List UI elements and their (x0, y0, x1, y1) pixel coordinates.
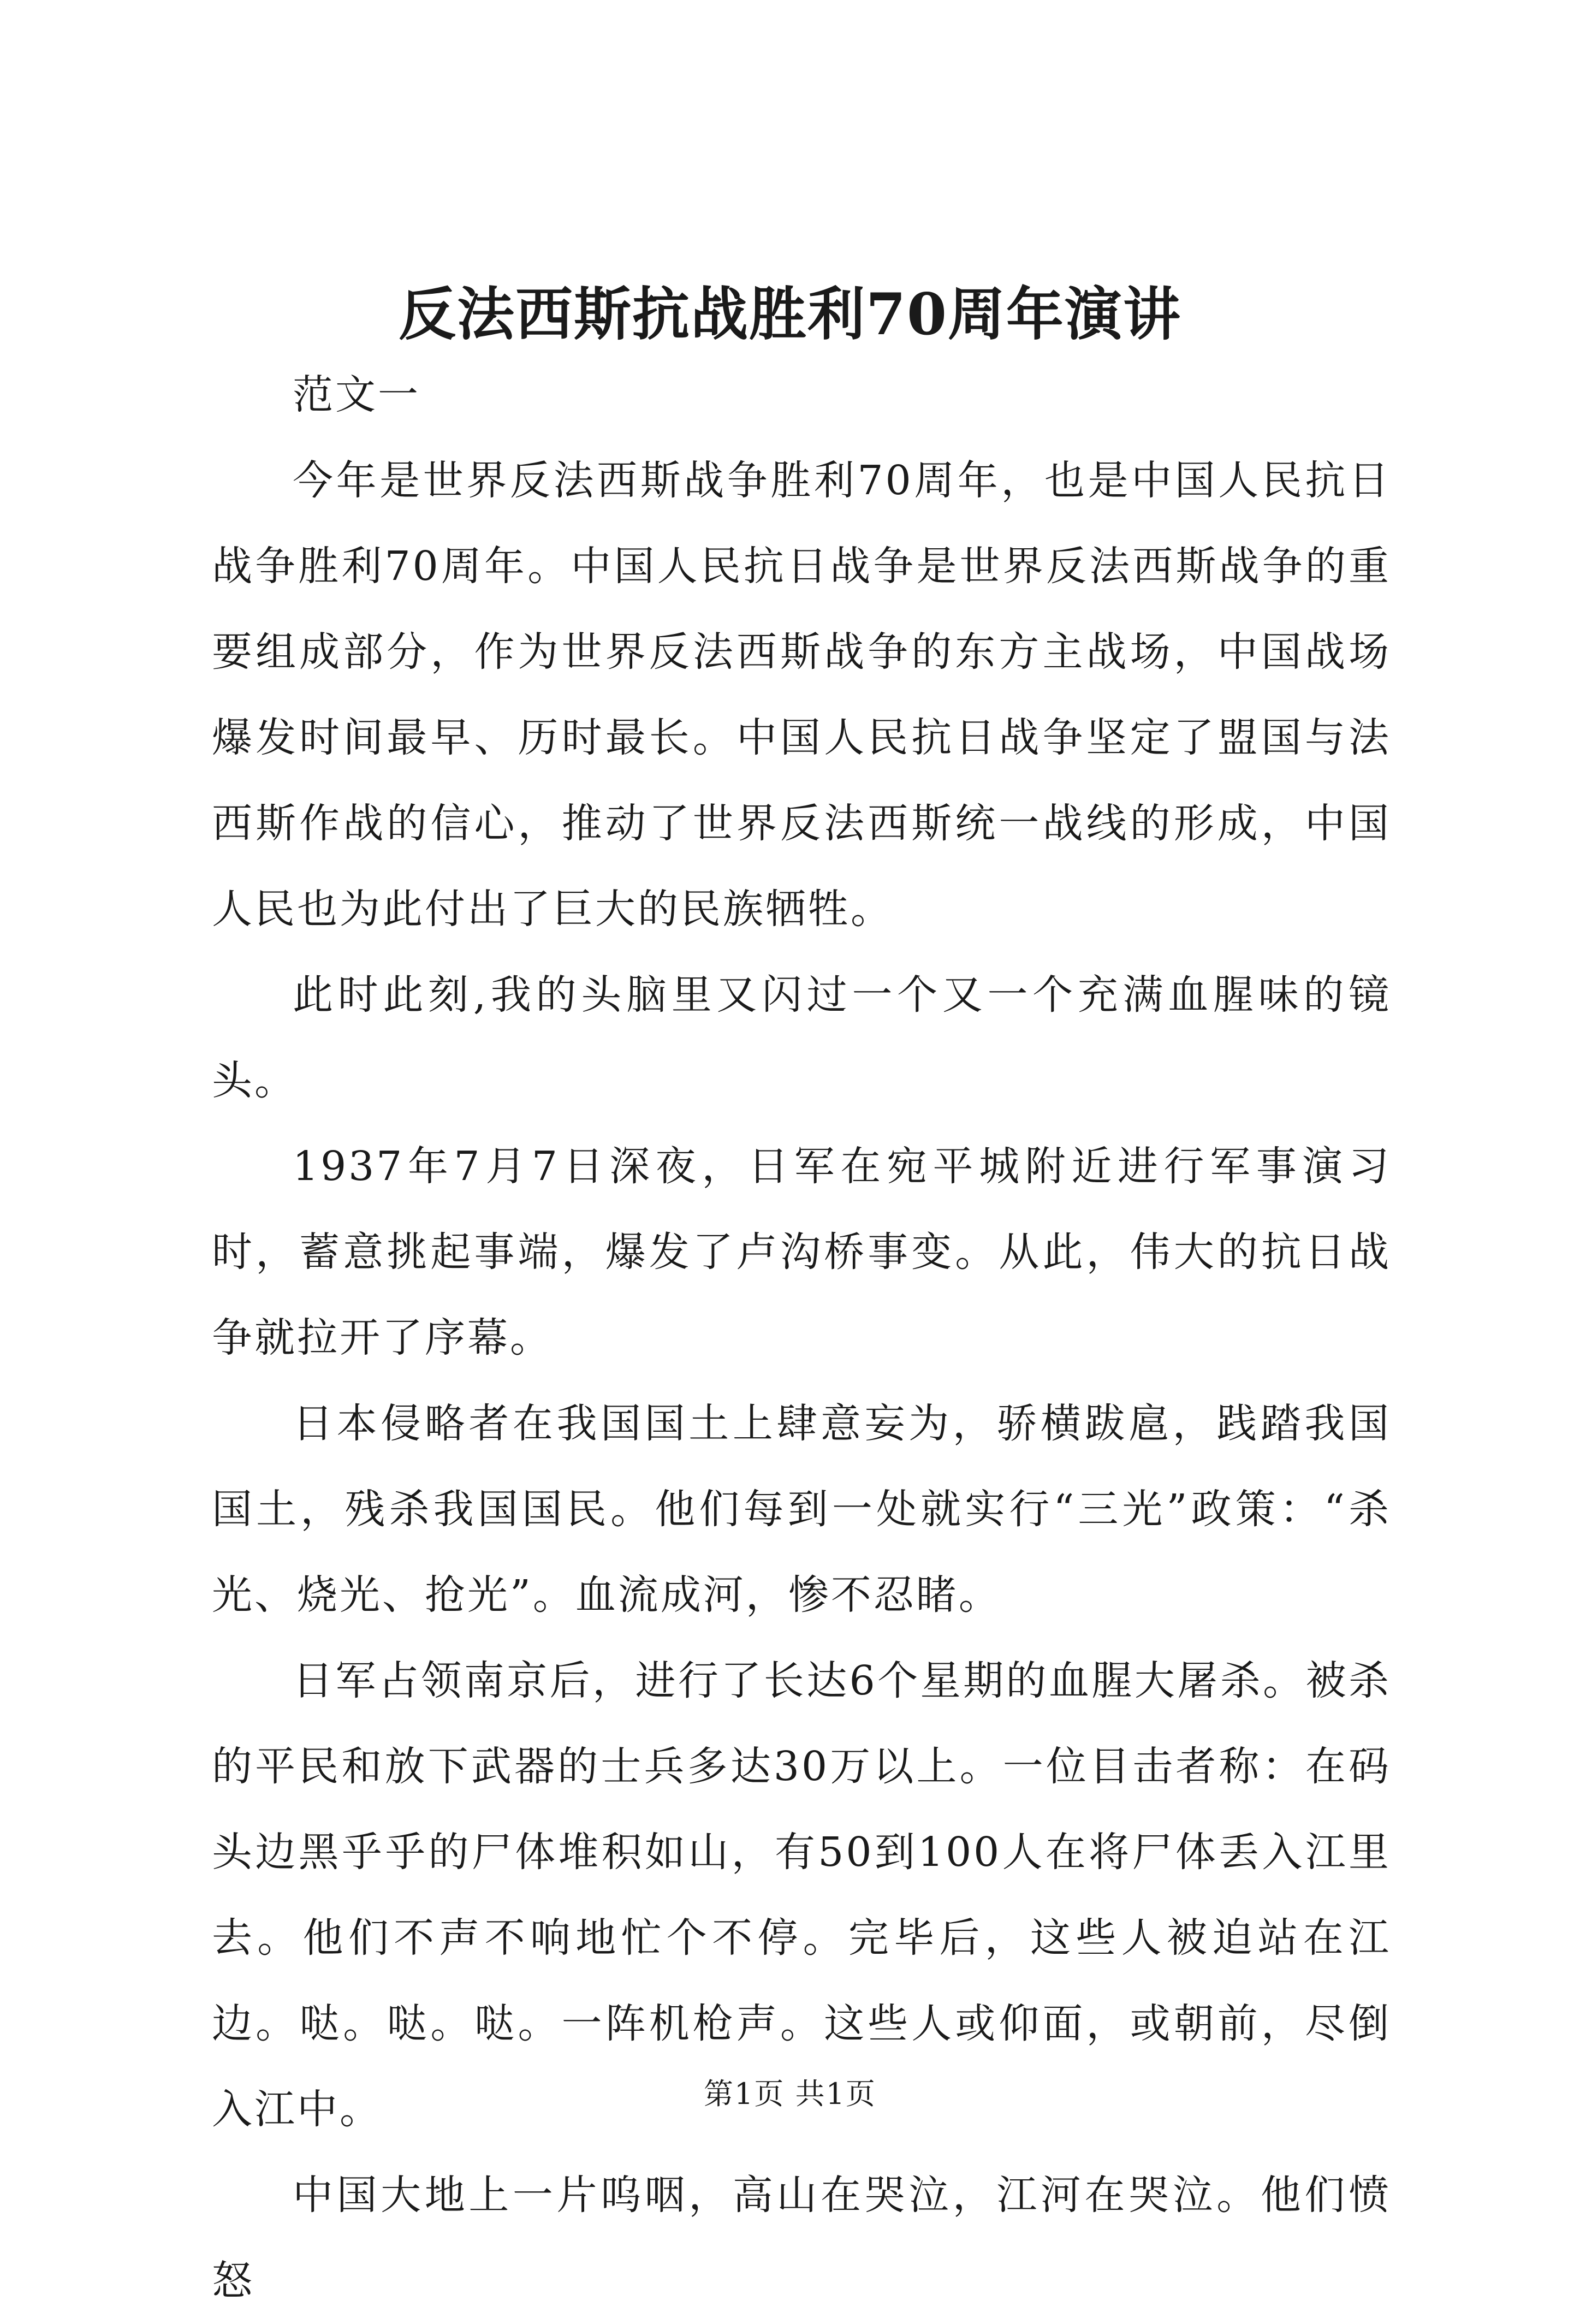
paragraph: 日本侵略者在我国国土上肆意妄为，骄横跋扈，践踏我国国土，残杀我国国民。他们每到一处就实行“三光”政策：“杀光、烧光、抢光”。血流成河，惨不忍睹。 (212, 1400, 1391, 1618)
paragraph: 日军占领南京后，进行了长达6个星期的血腥大屠杀。被杀的平民和放下武器的士兵多达30万以上。一位目击者称：在码头边黑乎乎的尸体堆积如山，有50到100人在将尸体丢入江里去。他们不声不响地忙个不停。完毕后，这些人被迫站在江边。哒。哒。哒。一阵机枪声。这些人或仰面，或朝前，尽倒入江中。 (212, 1657, 1391, 2133)
paragraph: 1937年7月7日深夜，日军在宛平城附近进行军事演习时，蓄意挑起事端，爆发了卢沟桥事变。从此，伟大的抗日战争就拉开了序幕。 (212, 1143, 1391, 1361)
document-title: 反法西斯抗战胜利70周年演讲 (398, 280, 1182, 348)
paragraph: 中国大地上一片呜咽，高山在哭泣，江河在哭泣。他们愤怒 (212, 2172, 1391, 2304)
section-label: 范文一 (293, 371, 420, 418)
paragraph: 此时此刻,我的头脑里又闪过一个又一个充满血腥味的镜头。 (212, 971, 1391, 1104)
paragraph: 今年是世界反法西斯战争胜利70周年，也是中国人民抗日战争胜利70周年。中国人民抗日战争是世界反法西斯战争的重要组成部分，作为世界反法西斯战争的东方主战场，中国战场爆发时间最早、历时最长。中国人民抗日战争坚定了盟国与法西斯作战的信心，推动了世界反法西斯统一战线的形成，中国人民也为此付出了巨大的民族牺牲。 (212, 457, 1391, 933)
page-footer: 第1页 共1页 (704, 2077, 876, 2111)
document-body (212, 352, 1391, 2324)
